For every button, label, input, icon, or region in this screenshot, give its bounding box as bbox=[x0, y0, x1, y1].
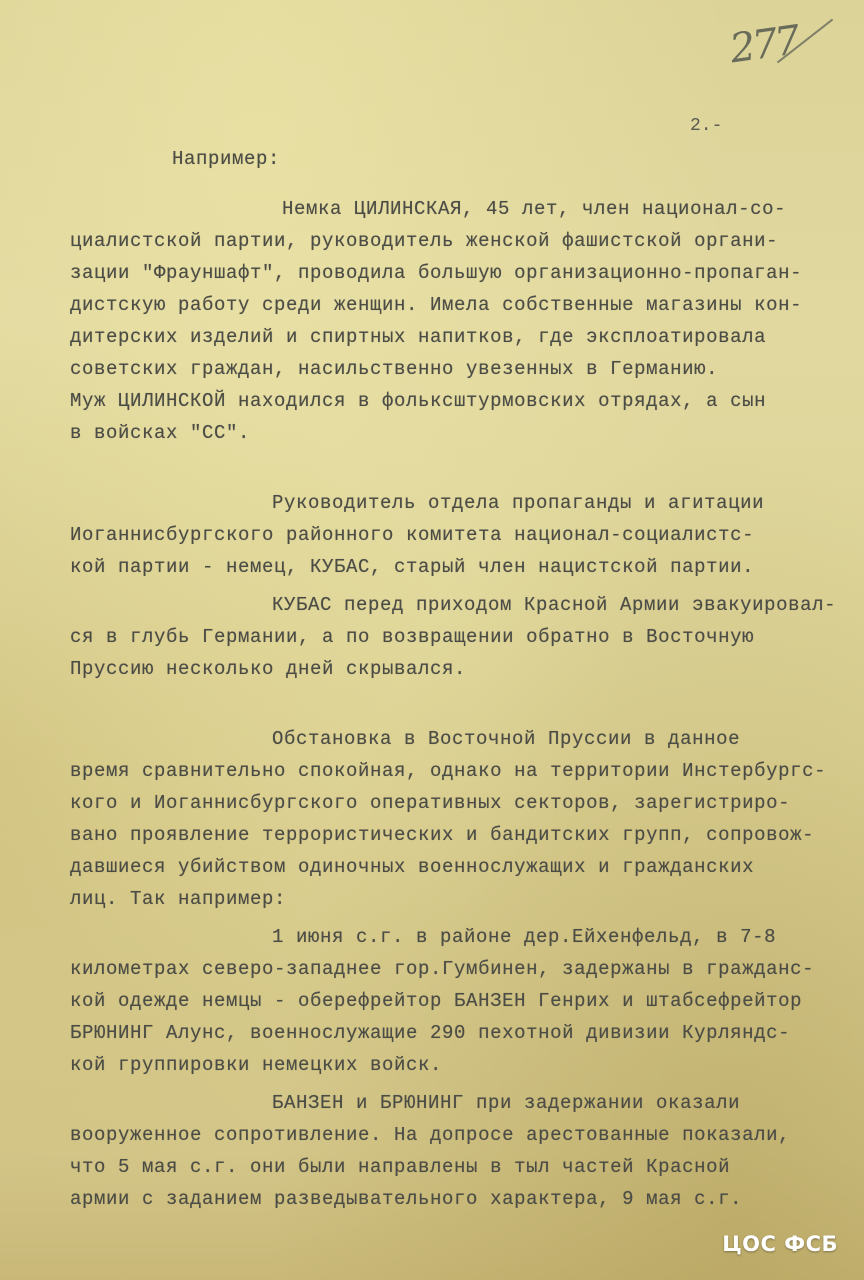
document-text-line: вооруженное сопротивление. На допросе арестованные показали, bbox=[70, 1124, 791, 1146]
watermark: ЦОС ФСБ bbox=[722, 1232, 838, 1256]
document-text-line: вано проявление террористических и бандитских групп, сопровож- bbox=[70, 824, 815, 846]
document-text-line: время сравнительно спокойная, однако на территории Инстербургс- bbox=[70, 760, 827, 782]
document-text-line: дитерских изделий и спиртных напитков, где эксплоатировала bbox=[70, 326, 767, 348]
document-text-line: КУБАС перед приходом Красной Армии эвакуировал- bbox=[272, 594, 837, 616]
document-text-line: БАНЗЕН и БРЮНИНГ при задержании оказали bbox=[272, 1092, 741, 1114]
document-text-line: кого и Иоганнисбургского оперативных секторов, зарегистриро- bbox=[70, 792, 791, 814]
archive-page-number: 277 bbox=[727, 17, 801, 73]
document-text-line: БРЮНИНГ Алунс, военнослужащие 290 пехотной дивизии Курляндс- bbox=[70, 1022, 791, 1044]
document-text-line: ся в глубь Германии, а по возвращении обратно в Восточную bbox=[70, 626, 755, 648]
document-text-line: лиц. Так например: bbox=[70, 888, 287, 910]
document-text-line: Обстановка в Восточной Пруссии в данное bbox=[272, 728, 741, 750]
document-text-line: Например: bbox=[172, 148, 281, 170]
document-text-line: Муж ЦИЛИНСКОЙ находился в фольксштурмовских отрядах, а сын bbox=[70, 390, 767, 412]
document-text-line: 1 июня с.г. в районе дер.Ейхенфельд, в 7-8 bbox=[272, 926, 777, 948]
document-text-line: советских граждан, насильственно увезенных в Германию. bbox=[70, 358, 719, 380]
document-text-line: кой одежде немцы - оберефрейтор БАНЗЕН Генрих и штабсефрейтор bbox=[70, 990, 803, 1012]
document-text-line: километрах северо-западнее гор.Гумбинен, задержаны в гражданс- bbox=[70, 958, 815, 980]
document-text-line: кой группировки немецких войск. bbox=[70, 1054, 443, 1076]
document-text-line: циалистской партии, руководитель женской фашистской органи- bbox=[70, 230, 779, 252]
document-text-line: кой партии - немец, КУБАС, старый член нацистской партии. bbox=[70, 556, 755, 578]
document-text-line: Пруссию несколько дней скрывался. bbox=[70, 658, 467, 680]
page-marker: 2.- bbox=[690, 116, 723, 136]
document-text-line: Немка ЦИЛИНСКАЯ, 45 лет, член национал-со- bbox=[282, 198, 787, 220]
document-text-line: давшиеся убийством одиночных военнослужащих и гражданских bbox=[70, 856, 755, 878]
document-text-line: в войсках "СС". bbox=[70, 422, 251, 444]
document-text-line: зации "Фрауншафт", проводила большую организационно-пропаган- bbox=[70, 262, 803, 284]
document-text-line: Руководитель отдела пропаганды и агитации bbox=[272, 492, 765, 514]
document-text-line: дистскую работу среди женщин. Имела собственные магазины кон- bbox=[70, 294, 803, 316]
document-text-line: Иоганнисбургского районного комитета национал-социалистс- bbox=[70, 524, 755, 546]
document-text-line: что 5 мая с.г. они были направлены в тыл частей Красной bbox=[70, 1156, 731, 1178]
document-text-line: армии с заданием разведывательного характера, 9 мая с.г. bbox=[70, 1188, 743, 1210]
